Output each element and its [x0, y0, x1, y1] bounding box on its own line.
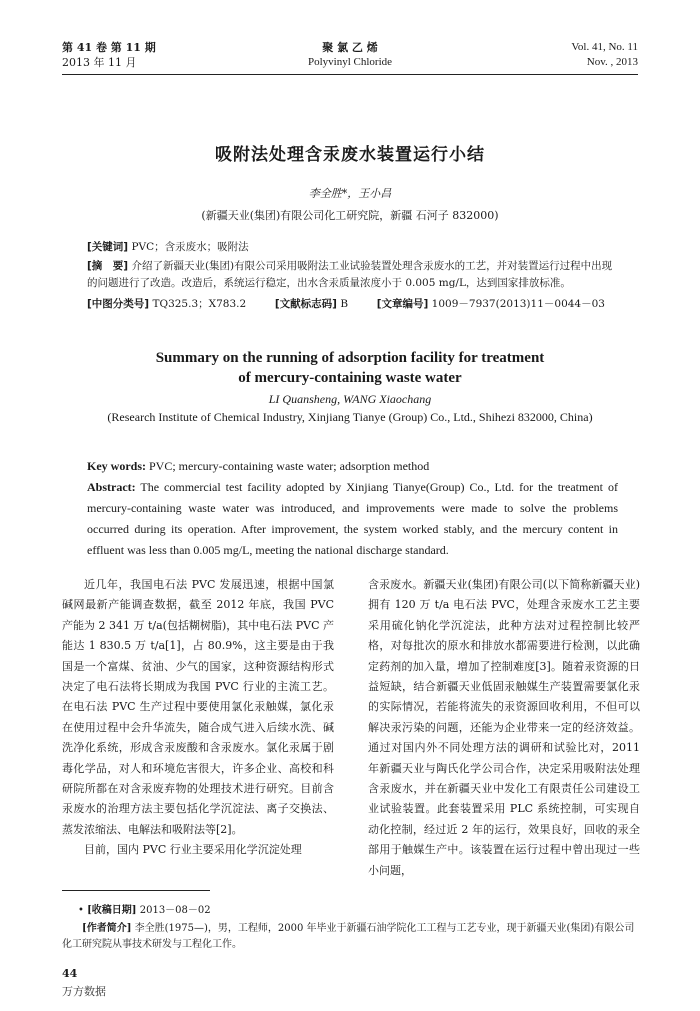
doc-value: B: [340, 298, 349, 310]
title-en: Summary on the running of adsorption facility for treatment of mercury-containing waste water: [155, 350, 545, 386]
footnote-received: • [收稿日期] 2013－08－02: [78, 905, 211, 916]
footnote-rule: [62, 890, 210, 891]
watermark: 万方数据: [62, 985, 106, 998]
keywords-cn-text: PVC；含汞废水；吸附法: [131, 241, 249, 253]
abstract-cn-label: [摘 要]: [87, 260, 129, 272]
received-label: [收稿日期]: [87, 905, 137, 916]
body-paragraph: 目前，国内 PVC 行业主要采用化学沉淀处理: [84, 843, 302, 857]
journal-cn: 聚 氯 乙 烯: [322, 41, 378, 54]
received-value: 2013－08－02: [139, 905, 211, 916]
footnote-author: [62, 921, 638, 953]
authors-en: LI Quansheng, WANG Xiaochang: [268, 392, 432, 406]
volume-en: Vol. 41, No. 11: [571, 41, 638, 53]
affiliation-en: (Research Institute of Chemical Industry, Xinjiang Tianye (Group) Co., Ltd., Shihezi 832000, China): [107, 410, 593, 424]
classification: [87, 296, 620, 313]
body-column-right: [368, 575, 640, 881]
keywords-cn-label: [关键词]: [87, 241, 129, 253]
abstract-en: [87, 477, 618, 561]
authors-cn: 李全胜*，王小昌: [308, 187, 392, 200]
keywords-cn: [87, 239, 620, 256]
clc-value: TQ325.3；X783.2: [152, 298, 247, 310]
header-center: [250, 40, 450, 70]
doc-label: [文献标志码]: [274, 298, 337, 310]
article-value: 1009－7937(2013)11－0044－03: [431, 298, 605, 310]
body-column-left: [62, 575, 334, 861]
clc-label: [中图分类号]: [87, 298, 150, 310]
author-bio: 李全胜(1975—)，男，工程师，2000 年毕业于新疆石油学院化工工程与工艺专业，现于新疆天业(集团)有限公司化工研究院从事技术研发与工程化工作。: [62, 923, 635, 950]
keywords-en: [87, 456, 618, 477]
page-number: 44: [62, 967, 78, 980]
article-label: [文章编号]: [376, 298, 429, 310]
abstract-cn-text: 介绍了新疆天业(集团)有限公司采用吸附法工业试验装置处理含汞废水的工艺，并对装置运行过程中出现的问题进行了改造。改造后，系统运行稳定，出水含汞质量浓度小于 0.005 mg/L，达到国家排放标准。: [87, 260, 613, 289]
keywords-en-label: Key words:: [87, 459, 146, 473]
affiliation-cn: (新疆天业(集团)有限公司化工研究院，新疆 石河子 832000): [201, 209, 499, 222]
header-rule: [62, 74, 638, 75]
abstract-en-label: Abstract:: [87, 480, 136, 494]
volume-cn: 第 41 卷 第 11 期: [62, 41, 156, 54]
abstract-cn: [87, 258, 620, 292]
header-right: [571, 40, 638, 70]
header-left: [62, 40, 156, 70]
body-paragraph: 含汞废水。新疆天业(集团)有限公司(以下简称新疆天业)拥有 120 万 t/a 电石法 PVC，处理含汞废水工艺主要采用硫化钠化学沉淀法，此种方法对过程控制比较严格，对每批次的原水和排放水都需要进行检测，以此确定药剂的加入量，增加了控制难度[3]。随着汞资源的日益短缺，结合新疆天业低固汞触媒生产装置需要氯化汞的实际情况，若能将流失的汞资源回收利用，不但可以解决汞污染的问题，还能为企业带来一定的经济效益。通过对国内外不同处理方法的调研和试验比对，2011 年新疆天业与陶氏化学公司合作，决定采用吸附法处理含汞废水，并在新疆天业中发化工有限责任公司建设工业试验装置。此套装置采用 PLC 系统控制，可实现自动化控制，经过近 2 年的运行，效果良好，回收的汞全部用于触媒生产中。该装置在运行过程中曾出现过一些小问题，: [368, 578, 640, 877]
journal-en: Polyvinyl Chloride: [307, 56, 393, 68]
abstract-en-text: The commercial test facility adopted by Xinjiang Tianye(Group) Co., Ltd. for the treatment of mercury-containing waste water was introduced, and improvements were made to solve the problems occurred during its operation. After improvement, the system worked stably, and the mercury content in effluent was less than 0.005 mg/L, meeting the national discharge standard.: [87, 480, 618, 557]
author-label: [作者简介]: [82, 923, 132, 934]
keywords-en-text: PVC; mercury-containing waste water; adsorption method: [149, 459, 430, 473]
title-cn: 吸附法处理含汞废水装置运行小结: [215, 145, 485, 165]
body-paragraph: 近几年，我国电石法 PVC 发展迅速，根据中国氯碱网最新产能调查数据，截至 2012 年底，我国 PVC 产能为 2 341 万 t/a(包括糊树脂)，其中电石法 PVC 产能达 1 830.5 万 t/a[1]，占 80.9%，这主要是由于我国是一个富煤、贫油、少气的国家，这种资源结构形式决定了电石法将长期成为我国 PVC 行业的主流工艺。在电石法 PVC 生产过程中要使用氯化汞触媒，氯化汞在使用过程中会升华流失，随合成气进入后续水洗、碱洗净化系统，形成含汞废酸和含汞废水。氯化汞属于剧毒化学品，对人和环境危害很大，许多企业、高校和科研院所都在对含汞废弃物的处理技术进行研究。目前含汞废水的治理方法主要包括化学沉淀法、离子交换法、蒸发浓缩法、电解法和吸附法等[2]。: [62, 578, 335, 836]
date-cn: 2013 年 11 月: [62, 56, 137, 69]
date-en: Nov. , 2013: [586, 56, 638, 68]
